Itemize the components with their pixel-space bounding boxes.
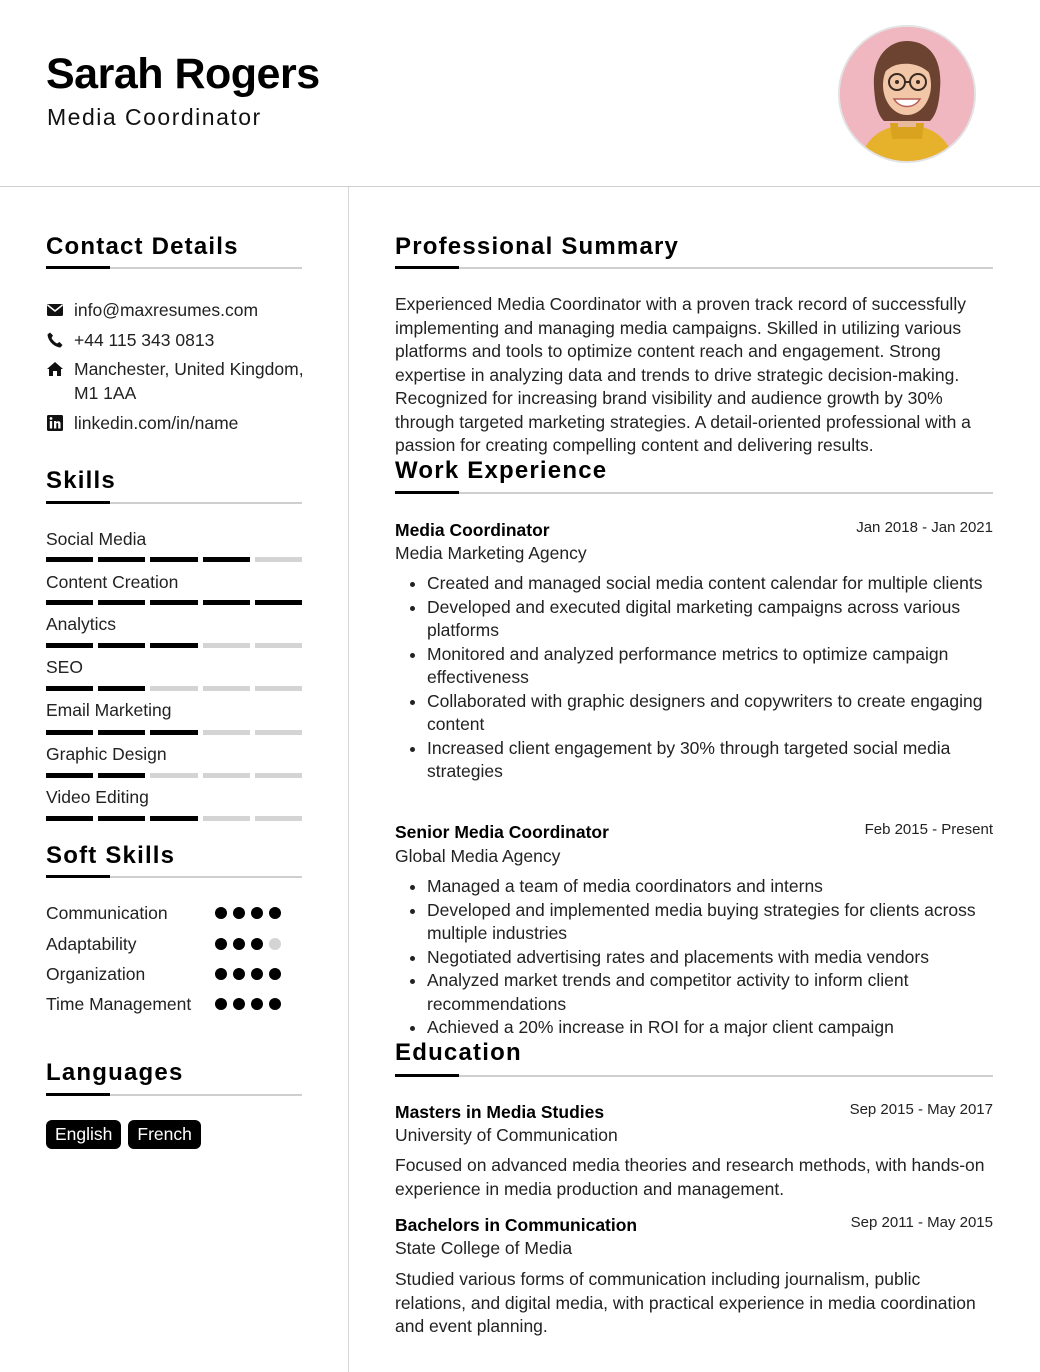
job-bullets bbox=[405, 572, 1007, 784]
summary-section-accent bbox=[395, 266, 459, 269]
languages-section-title: Languages bbox=[46, 1059, 184, 1086]
soft-skill-dots bbox=[215, 968, 281, 980]
soft-skills-section-title: Soft Skills bbox=[46, 842, 176, 869]
contact-email-text: info@maxresumes.com bbox=[74, 300, 259, 320]
job-bullet: • Negotiated advertising rates and placements with media vendors bbox=[427, 946, 1007, 970]
soft-skill-dot bbox=[215, 998, 227, 1010]
skills-section-title: Skills bbox=[46, 467, 116, 494]
skill-level-segment bbox=[255, 557, 302, 562]
degree-dates: Sep 2015 - May 2017 bbox=[849, 1101, 993, 1118]
skill-level-segment bbox=[150, 816, 197, 821]
soft-skill-dot bbox=[233, 938, 245, 950]
contact-linkedin-text: linkedin.com/in/name bbox=[74, 413, 239, 433]
job-bullet: • Developed and implemented media buying strategies for clients across multiple industries bbox=[427, 899, 1007, 946]
job-bullet: • Created and managed social media content calendar for multiple clients bbox=[427, 572, 1007, 596]
soft-skill-name: Adaptability bbox=[46, 934, 137, 954]
linkedin-icon bbox=[46, 414, 64, 432]
soft-skill-dot bbox=[251, 998, 263, 1010]
soft-skill-dot bbox=[233, 907, 245, 919]
skill-level-segment bbox=[46, 557, 93, 562]
soft-skill-dot bbox=[215, 907, 227, 919]
skill-level-bars bbox=[46, 773, 302, 778]
skill-level-segment bbox=[203, 643, 250, 648]
soft-skill-dot bbox=[215, 968, 227, 980]
skill-level-bars bbox=[46, 730, 302, 735]
candidate-name: Sarah Rogers bbox=[46, 50, 320, 98]
soft-skill-dot bbox=[269, 998, 281, 1010]
skill-level-segment bbox=[203, 600, 250, 605]
degree-description: Studied various forms of communication including journalism, public relations, and digital media, with practical experience in media coordination and event planning. bbox=[395, 1269, 976, 1336]
skill-level-segment bbox=[46, 643, 93, 648]
language-badge: French bbox=[128, 1120, 200, 1149]
job-bullet: • Collaborated with graphic designers and copywriters to create engaging content bbox=[427, 690, 1007, 737]
summary-section-rule bbox=[395, 267, 993, 269]
skill-name: Video Editing bbox=[46, 787, 149, 807]
degree-dates: Sep 2011 - May 2015 bbox=[850, 1214, 993, 1231]
profile-photo-illustration bbox=[840, 27, 974, 161]
skill-name: Content Creation bbox=[46, 572, 179, 592]
education-section-rule bbox=[395, 1075, 993, 1077]
soft-skill-name: Organization bbox=[46, 964, 146, 984]
column-divider bbox=[348, 187, 349, 1372]
skill-level-segment bbox=[98, 643, 145, 648]
soft-skill-name: Communication bbox=[46, 903, 168, 923]
job-bullet: • Achieved a 20% increase in ROI for a major client campaign bbox=[427, 1016, 1007, 1040]
skill-level-segment bbox=[150, 600, 197, 605]
soft-skill-dots bbox=[215, 907, 281, 919]
soft-skill-dot bbox=[233, 968, 245, 980]
skill-level-segment bbox=[150, 773, 197, 778]
work-section-accent bbox=[395, 491, 459, 494]
job-bullet: • Analyzed market trends and competitor activity to inform client recommendations bbox=[427, 969, 1007, 1016]
skill-level-segment bbox=[98, 557, 145, 562]
contact-section-accent bbox=[46, 266, 110, 269]
skill-name: Graphic Design bbox=[46, 744, 167, 764]
soft-skill-dot bbox=[215, 938, 227, 950]
summary-text: Experienced Media Coordinator with a proven track record of successfully implementing and managing media campaigns. Skilled in utilizing various platforms and tools to optimize content reach and engagement. Strong expertise in analyzing data and trends to drive strategic decision-making. Recognized for increasing brand visibility and audience growth by 30% through targeted marketing strategies. A detail-oriented professional with a passion for creating compelling content and delivering results. bbox=[395, 294, 971, 455]
soft-skill-dot bbox=[269, 968, 281, 980]
job-title: Media Coordinator bbox=[395, 520, 550, 540]
work-section-rule bbox=[395, 492, 993, 494]
skills-section-accent bbox=[46, 501, 110, 504]
skill-level-segment bbox=[98, 816, 145, 821]
job-dates: Feb 2015 - Present bbox=[864, 821, 993, 838]
skill-name: Social Media bbox=[46, 529, 147, 549]
soft-skill-dot bbox=[269, 907, 281, 919]
skill-level-segment bbox=[203, 557, 250, 562]
skill-level-segment bbox=[203, 686, 250, 691]
candidate-title: Media Coordinator bbox=[47, 104, 262, 130]
education-section-title: Education bbox=[395, 1039, 522, 1066]
skill-level-segment bbox=[255, 730, 302, 735]
soft-skills-section-accent bbox=[46, 875, 110, 878]
skill-level-segment bbox=[150, 686, 197, 691]
skill-level-segment bbox=[98, 730, 145, 735]
job-bullet: • Developed and executed digital marketing campaigns across various platforms bbox=[427, 596, 1007, 643]
skill-level-segment bbox=[150, 557, 197, 562]
job-bullets bbox=[405, 875, 1007, 1040]
job-bullet: • Managed a team of media coordinators and interns bbox=[427, 875, 1007, 899]
soft-skill-name: Time Management bbox=[46, 994, 192, 1014]
degree-title: Masters in Media Studies bbox=[395, 1102, 605, 1122]
home-icon bbox=[46, 360, 64, 378]
work-section-title: Work Experience bbox=[395, 457, 608, 484]
job-company: Global Media Agency bbox=[395, 846, 561, 866]
skill-level-segment bbox=[203, 773, 250, 778]
skill-level-segment bbox=[255, 600, 302, 605]
skill-level-segment bbox=[46, 773, 93, 778]
resume-header bbox=[0, 0, 1040, 187]
job-dates: Jan 2018 - Jan 2021 bbox=[856, 519, 993, 536]
degree-title: Bachelors in Communication bbox=[395, 1215, 638, 1235]
skill-level-segment bbox=[46, 730, 93, 735]
soft-skill-dot bbox=[269, 938, 281, 950]
soft-skill-dot bbox=[251, 938, 263, 950]
languages-section-accent bbox=[46, 1093, 110, 1096]
skill-level-segment bbox=[98, 686, 145, 691]
skill-level-segment bbox=[255, 686, 302, 691]
skill-name: Email Marketing bbox=[46, 700, 172, 720]
skill-name: SEO bbox=[46, 657, 83, 677]
skill-level-segment bbox=[255, 643, 302, 648]
skill-level-segment bbox=[150, 643, 197, 648]
skill-level-segment bbox=[255, 773, 302, 778]
skill-name: Analytics bbox=[46, 614, 117, 634]
skill-level-segment bbox=[98, 600, 145, 605]
education-section-accent bbox=[395, 1074, 459, 1077]
phone-icon bbox=[46, 331, 64, 349]
contact-section-title: Contact Details bbox=[46, 233, 239, 260]
skill-level-segment bbox=[46, 600, 93, 605]
skill-level-bars bbox=[46, 600, 302, 605]
skill-level-segment bbox=[150, 730, 197, 735]
skill-level-segment bbox=[98, 773, 145, 778]
skill-level-bars bbox=[46, 686, 302, 691]
contact-phone-text: +44 115 343 0813 bbox=[74, 330, 215, 350]
skill-level-segment bbox=[203, 730, 250, 735]
soft-skill-dot bbox=[251, 907, 263, 919]
skill-level-segment bbox=[46, 686, 93, 691]
skill-level-segment bbox=[46, 816, 93, 821]
soft-skill-dots bbox=[215, 998, 281, 1010]
job-bullet: • Monitored and analyzed performance metrics to optimize campaign effectiveness bbox=[427, 643, 1007, 690]
soft-skill-dot bbox=[233, 998, 245, 1010]
languages-list bbox=[46, 1120, 201, 1149]
school-name: University of Communication bbox=[395, 1125, 618, 1145]
skill-level-bars bbox=[46, 643, 302, 648]
skill-level-segment bbox=[203, 816, 250, 821]
skill-level-segment bbox=[255, 816, 302, 821]
job-company: Media Marketing Agency bbox=[395, 543, 587, 563]
degree-description: Focused on advanced media theories and research methods, with hands-on experience in media production and management. bbox=[395, 1155, 985, 1199]
soft-skill-dot bbox=[251, 968, 263, 980]
job-bullet: • Increased client engagement by 30% through targeted social media strategies bbox=[427, 737, 1007, 784]
job-title: Senior Media Coordinator bbox=[395, 822, 609, 842]
summary-section-title: Professional Summary bbox=[395, 233, 680, 260]
soft-skill-dots bbox=[215, 938, 281, 950]
language-badge: English bbox=[46, 1120, 121, 1149]
contact-address-text: Manchester, United Kingdom, M1 1AA bbox=[74, 359, 304, 403]
envelope-icon bbox=[46, 301, 64, 319]
profile-photo bbox=[838, 25, 976, 163]
skill-level-bars bbox=[46, 816, 302, 821]
skill-level-bars bbox=[46, 557, 302, 562]
school-name: State College of Media bbox=[395, 1238, 573, 1258]
